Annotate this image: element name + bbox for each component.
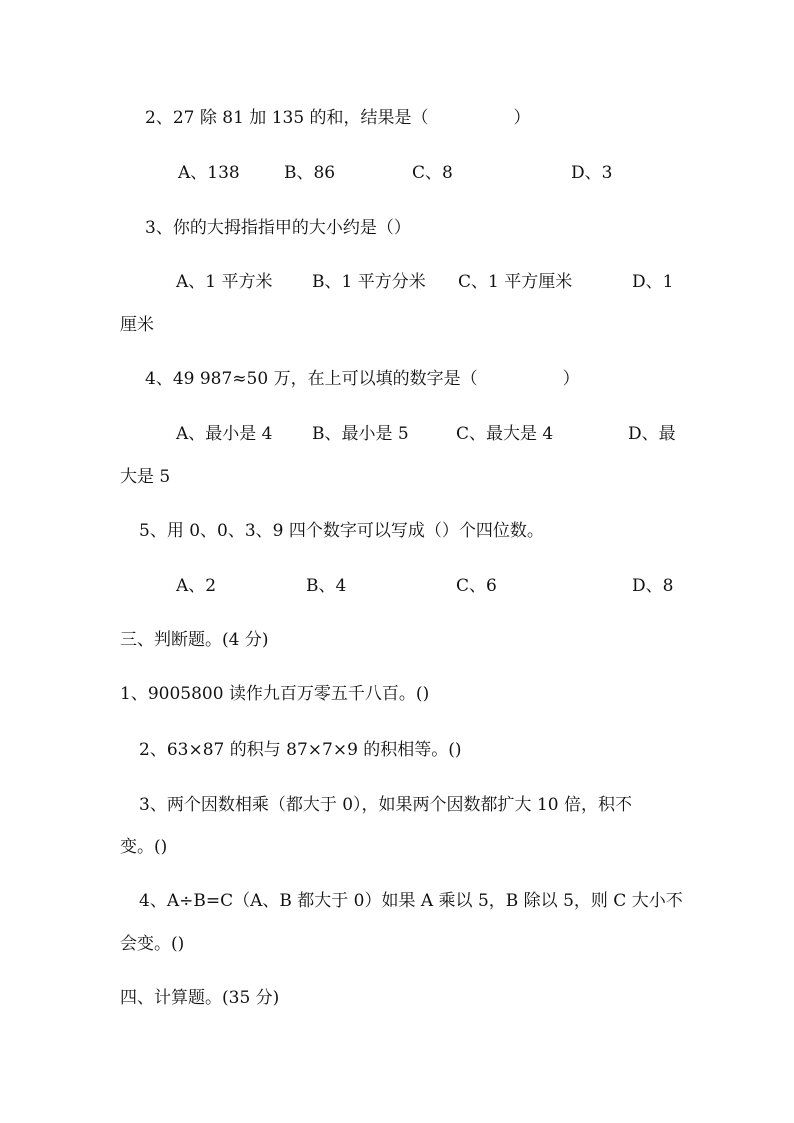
judge-item-3: 3、两个因数相乘（都大于 0），如果两个因数都扩大 10 倍，积不 (139, 795, 632, 815)
q2-option-a: A、138 (178, 163, 240, 183)
q3-option-d-wrap: 厘米 (120, 315, 154, 335)
section-4-title: 四、计算题。(35 分) (120, 988, 280, 1008)
question-5: 5、用 0、0、3、9 四个数字可以写成（）个四位数。 (139, 521, 544, 541)
section-3-title: 三、判断题。(4 分) (120, 630, 269, 650)
question-2: 2、27 除 81 加 135 的和，结果是（ ） (145, 108, 531, 128)
judge-item-4: 4、A÷B=C（A、B 都大于 0）如果 A 乘以 5，B 除以 5，则 C 大小不 (139, 891, 683, 911)
q5-option-a: A、2 (176, 576, 217, 596)
q3-option-b: B、1 平方分米 (312, 272, 426, 292)
q5-option-c: C、6 (456, 576, 497, 596)
judge-item-3-wrap: 变。() (120, 837, 168, 857)
q4-option-c: C、最大是 4 (456, 424, 554, 444)
q3-option-a: A、1 平方米 (176, 272, 273, 292)
q2-option-c: C、8 (412, 163, 453, 183)
q3-option-c: C、1 平方厘米 (458, 272, 573, 292)
q3-option-d: D、1 (632, 272, 674, 292)
q5-option-d: D、8 (632, 576, 674, 596)
question-3: 3、你的大拇指指甲的大小约是（） (145, 218, 411, 238)
q2-option-d: D、3 (571, 163, 613, 183)
q4-option-d: D、最 (628, 424, 676, 444)
q2-option-b: B、86 (284, 163, 336, 183)
q4-option-d-wrap: 大是 5 (120, 467, 171, 487)
judge-item-4-wrap: 会变。() (120, 934, 185, 954)
q4-option-b: B、最小是 5 (312, 424, 409, 444)
question-4: 4、49 987≈50 万，在上可以填的数字是（ ） (145, 369, 580, 389)
q4-option-a: A、最小是 4 (176, 424, 273, 444)
judge-item-1: 1、9005800 读作九百万零五千八百。() (120, 684, 430, 704)
q5-option-b: B、4 (306, 576, 347, 596)
judge-item-2: 2、63×87 的积与 87×7×9 的积相等。() (139, 740, 462, 760)
